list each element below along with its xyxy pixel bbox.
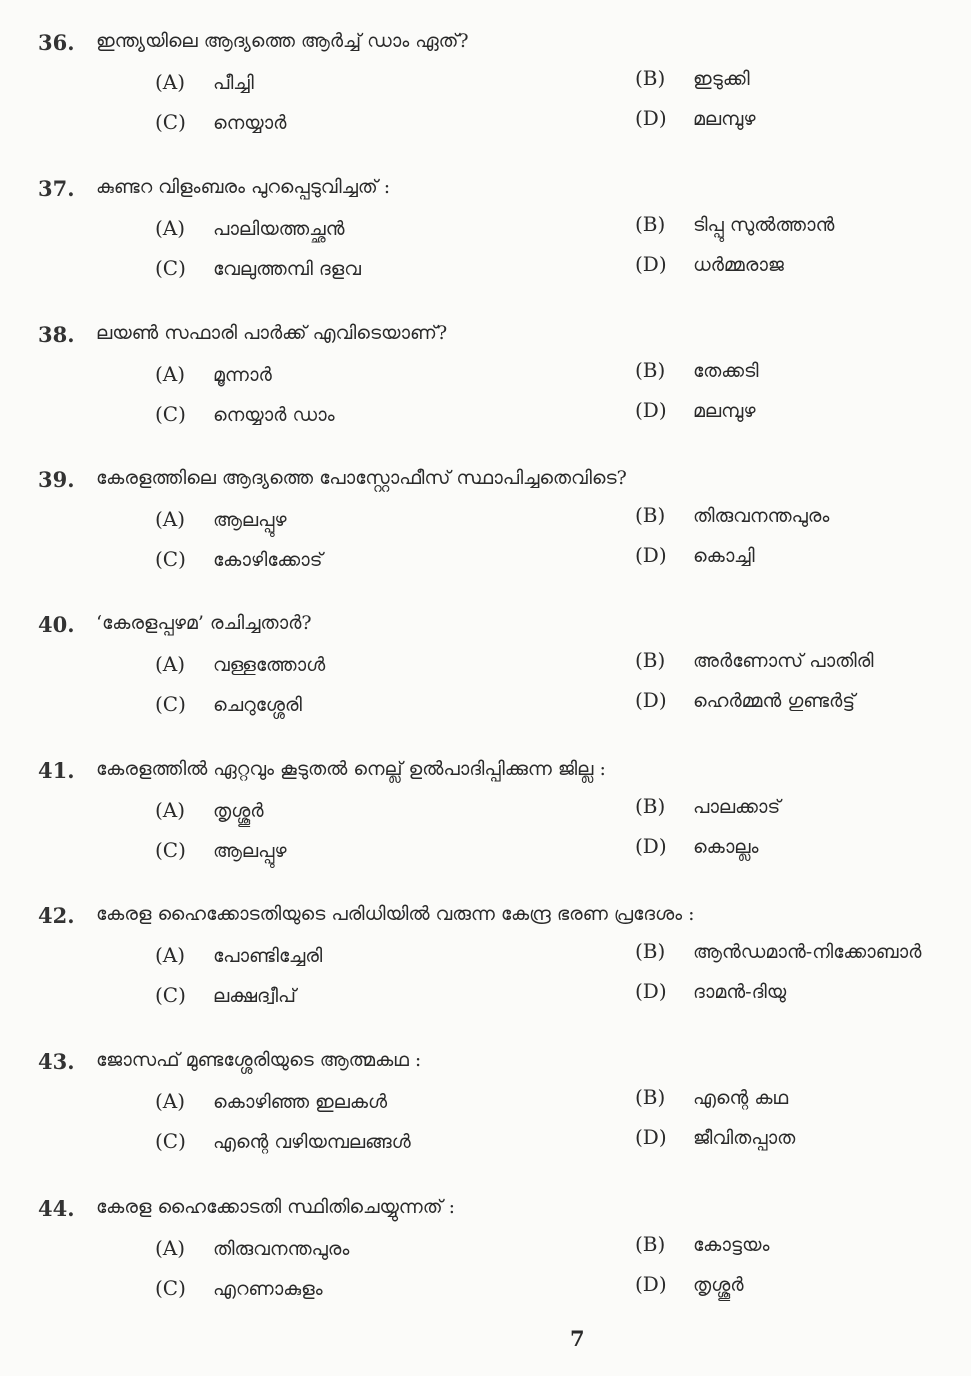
option-text: തൃശ്ശൂർ bbox=[693, 1274, 744, 1296]
option-label: (B) bbox=[635, 66, 666, 90]
option-label: (B) bbox=[635, 648, 666, 672]
option-label: (A) bbox=[155, 943, 186, 967]
question-text: കേരള ഹൈക്കോടതിയുടെ പരിധിയിൽ വരുന്ന കേന്ദ്ര ഭരണ പ്രദേശം : bbox=[96, 903, 695, 925]
option-a bbox=[155, 652, 325, 676]
option-c bbox=[155, 983, 296, 1007]
option-label: (C) bbox=[155, 692, 186, 716]
option-text: മലമ്പുഴ bbox=[693, 400, 756, 422]
option-b bbox=[635, 648, 874, 672]
option-text: അർണോസ് പാതിരി bbox=[693, 650, 874, 672]
option-c bbox=[155, 838, 287, 862]
option-text: ലക്ഷദ്വീപ് bbox=[213, 985, 296, 1007]
option-d bbox=[635, 834, 759, 858]
option-text: എന്റെ വഴിയമ്പലങ്ങൾ bbox=[213, 1131, 411, 1153]
option-b bbox=[635, 66, 750, 90]
page-number: 7 bbox=[570, 1326, 585, 1351]
option-b bbox=[635, 503, 829, 527]
option-c bbox=[155, 547, 323, 571]
option-d bbox=[635, 1272, 744, 1296]
option-a bbox=[155, 1236, 349, 1260]
option-label: (B) bbox=[635, 358, 666, 382]
question-number: 36. bbox=[38, 30, 75, 55]
option-a bbox=[155, 1089, 387, 1113]
option-label: (A) bbox=[155, 507, 186, 531]
option-a bbox=[155, 798, 264, 822]
option-label: (C) bbox=[155, 983, 186, 1007]
option-text: ടിപ്പു സുൽത്താൻ bbox=[693, 214, 835, 236]
option-text: പോണ്ടിച്ചേരി bbox=[213, 945, 323, 967]
option-label: (C) bbox=[155, 256, 186, 280]
option-label: (B) bbox=[635, 503, 666, 527]
option-label: (D) bbox=[635, 543, 667, 567]
question-text: കുണ്ടറ വിളംബരം പുറപ്പെടുവിച്ചത് : bbox=[96, 176, 391, 198]
option-a bbox=[155, 507, 287, 531]
option-label: (C) bbox=[155, 1276, 186, 1300]
question-39 bbox=[0, 467, 971, 607]
option-label: (D) bbox=[635, 398, 667, 422]
option-text: നെയ്യാർ bbox=[213, 112, 287, 134]
question-text: കേരളത്തിലെ ആദ്യത്തെ പോസ്റ്റോഫീസ് സ്ഥാപിച്ചതെവിടെ? bbox=[96, 467, 627, 489]
option-text: തിരുവനന്തപുരം bbox=[693, 505, 830, 527]
option-text: എറണാകുളം bbox=[213, 1278, 323, 1300]
option-label: (C) bbox=[155, 547, 186, 571]
question-text: കേരളത്തിൽ ഏറ്റവും കൂടുതൽ നെല്ല് ഉൽപാദിപ്പിക്കുന്ന ജില്ല : bbox=[96, 758, 606, 780]
option-c bbox=[155, 402, 335, 426]
option-label: (A) bbox=[155, 362, 186, 386]
option-label: (B) bbox=[635, 1232, 666, 1256]
question-number: 44. bbox=[38, 1196, 75, 1221]
question-text: ‘കേരളപ്പഴമ’ രചിച്ചതാർ? bbox=[96, 612, 312, 634]
option-d bbox=[635, 979, 786, 1003]
option-text: പീച്ചി bbox=[213, 72, 254, 94]
option-text: കോഴിക്കോട് bbox=[213, 549, 323, 571]
option-c bbox=[155, 1276, 323, 1300]
option-d bbox=[635, 543, 755, 567]
option-d bbox=[635, 398, 756, 422]
question-number: 40. bbox=[38, 612, 75, 637]
option-label: (C) bbox=[155, 838, 186, 862]
option-d bbox=[635, 688, 855, 712]
question-text: ലയൺ സഫാരി പാർക്ക് എവിടെയാണ്? bbox=[96, 322, 448, 344]
option-c bbox=[155, 692, 302, 716]
option-label: (A) bbox=[155, 652, 186, 676]
option-b bbox=[635, 939, 921, 963]
option-c bbox=[155, 1129, 411, 1153]
option-b bbox=[635, 212, 834, 236]
option-text: ആലപ്പുഴ bbox=[213, 509, 287, 531]
option-b bbox=[635, 1232, 769, 1256]
option-text: കൊഴിഞ്ഞ ഇലകൾ bbox=[213, 1091, 388, 1113]
option-d bbox=[635, 106, 756, 130]
option-text: മൂന്നാർ bbox=[213, 364, 272, 386]
option-label: (D) bbox=[635, 252, 667, 276]
question-number: 37. bbox=[38, 176, 75, 201]
question-number: 43. bbox=[38, 1049, 75, 1074]
option-text: ചെറുശ്ശേരി bbox=[213, 694, 302, 716]
option-text: തൃശ്ശൂർ bbox=[213, 800, 264, 822]
question-41 bbox=[0, 758, 971, 898]
option-label: (D) bbox=[635, 1272, 667, 1296]
option-text: ഇടുക്കി bbox=[693, 68, 750, 90]
option-b bbox=[635, 794, 780, 818]
option-label: (D) bbox=[635, 1125, 667, 1149]
option-text: ദാമൻ-ദിയു bbox=[693, 981, 787, 1003]
option-a bbox=[155, 943, 322, 967]
option-label: (B) bbox=[635, 939, 666, 963]
option-label: (A) bbox=[155, 216, 186, 240]
question-number: 42. bbox=[38, 903, 75, 928]
question-number: 39. bbox=[38, 467, 75, 492]
question-text: ജോസഫ് മുണ്ടശ്ശേരിയുടെ ആത്മകഥ : bbox=[96, 1049, 422, 1071]
option-label: (A) bbox=[155, 1236, 186, 1260]
question-37 bbox=[0, 176, 971, 316]
option-label: (C) bbox=[155, 402, 186, 426]
question-44 bbox=[0, 1196, 971, 1336]
question-number: 41. bbox=[38, 758, 75, 783]
question-number: 38. bbox=[38, 322, 75, 347]
question-42 bbox=[0, 903, 971, 1043]
option-text: പാലിയത്തച്ഛൻ bbox=[213, 218, 345, 240]
option-label: (A) bbox=[155, 1089, 186, 1113]
option-label: (D) bbox=[635, 834, 667, 858]
option-text: എന്റെ കഥ bbox=[693, 1087, 789, 1109]
option-label: (B) bbox=[635, 1085, 666, 1109]
option-a bbox=[155, 216, 344, 240]
option-text: ജീവിതപ്പാത bbox=[693, 1127, 796, 1149]
option-c bbox=[155, 256, 361, 280]
option-label: (D) bbox=[635, 979, 667, 1003]
option-label: (D) bbox=[635, 688, 667, 712]
option-a bbox=[155, 362, 272, 386]
option-text: കൊല്ലം bbox=[693, 836, 759, 858]
option-label: (C) bbox=[155, 1129, 186, 1153]
option-b bbox=[635, 1085, 788, 1109]
question-text: കേരള ഹൈക്കോടതി സ്ഥിതിചെയ്യുന്നത് : bbox=[96, 1196, 456, 1218]
option-text: കോട്ടയം bbox=[693, 1234, 770, 1256]
option-a bbox=[155, 70, 254, 94]
option-text: ഹെർമ്മൻ ഗുണ്ടർട്ട് bbox=[693, 690, 856, 712]
option-text: വേലുത്തമ്പി ദളവ bbox=[213, 258, 361, 280]
question-38 bbox=[0, 322, 971, 462]
question-43 bbox=[0, 1049, 971, 1189]
option-text: കൊച്ചി bbox=[693, 545, 755, 567]
option-text: ആലപ്പുഴ bbox=[213, 840, 287, 862]
option-b bbox=[635, 358, 759, 382]
question-36 bbox=[0, 30, 971, 170]
question-text: ഇന്ത്യയിലെ ആദ്യത്തെ ആർച്ച് ഡാം ഏത്? bbox=[96, 30, 469, 52]
option-label: (D) bbox=[635, 106, 667, 130]
option-label: (B) bbox=[635, 794, 666, 818]
option-label: (A) bbox=[155, 798, 186, 822]
option-text: പാലക്കാട് bbox=[693, 796, 781, 818]
option-d bbox=[635, 252, 784, 276]
option-d bbox=[635, 1125, 795, 1149]
option-text: നെയ്യാർ ഡാം bbox=[213, 404, 335, 426]
option-label: (B) bbox=[635, 212, 666, 236]
option-text: വള്ളത്തോൾ bbox=[213, 654, 326, 676]
option-text: ധർമ്മരാജ bbox=[693, 254, 784, 276]
question-40 bbox=[0, 612, 971, 752]
option-c bbox=[155, 110, 286, 134]
option-text: തേക്കടി bbox=[693, 360, 759, 382]
option-text: ആൻഡമാൻ-നിക്കോബാർ bbox=[693, 941, 922, 963]
option-text: മലമ്പുഴ bbox=[693, 108, 756, 130]
option-text: തിരുവനന്തപുരം bbox=[213, 1238, 350, 1260]
option-label: (C) bbox=[155, 110, 186, 134]
option-label: (A) bbox=[155, 70, 186, 94]
